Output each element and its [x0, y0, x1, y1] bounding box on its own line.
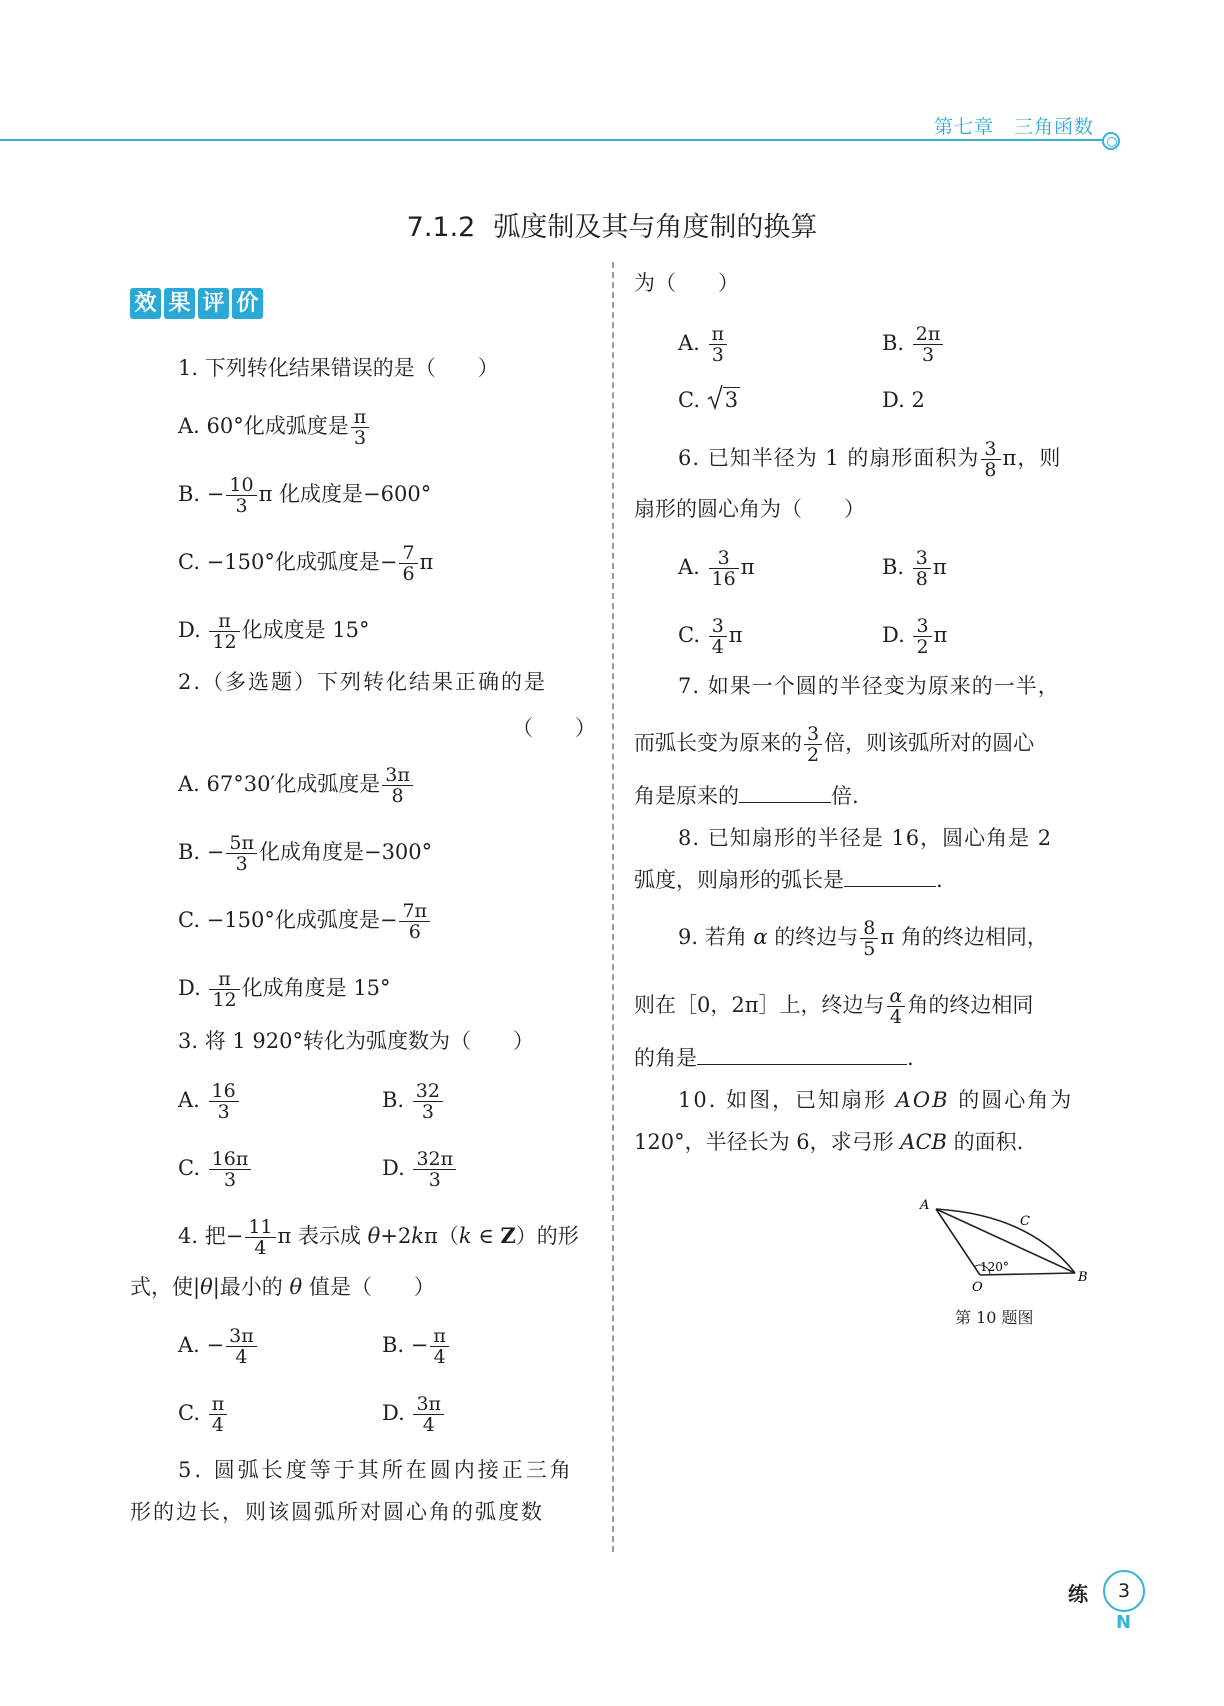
header-rule	[0, 139, 1112, 141]
question-3-option-a: A. $\frac{16}{3}$	[178, 1081, 241, 1122]
question-4-option-c: C. $\frac{\pi}{4}$	[178, 1394, 229, 1435]
question-3-option-d: D. $\frac{32\pi}{3}$	[382, 1149, 458, 1190]
question-5-stem-end: 为（ ）	[634, 271, 739, 295]
answer-blank[interactable]	[697, 1044, 907, 1065]
question-1-option-c: C. −150°化成弧度是− $\frac{7}{6}$ π	[178, 542, 434, 585]
badge-char: 果	[164, 288, 195, 319]
publisher-logo-icon: N	[1116, 1612, 1132, 1633]
label-b: B	[1078, 1270, 1088, 1285]
question-5-option-d: D. 2	[882, 388, 925, 412]
question-9-stem-cont: 则在［0，2π］上，终边与 $\frac{\alpha}{4}$ 角的终边相同	[634, 985, 1034, 1028]
footer-label: 练	[1068, 1582, 1088, 1606]
question-1-option-a: A. 60°化成弧度是 $\frac{\pi}{3}$	[178, 407, 371, 448]
header-ornament-icon	[1102, 132, 1120, 150]
question-5-option-a: A. $\frac{\pi}{3}$	[678, 324, 729, 365]
question-2-stem: 2.（多选题）下列转化结果正确的是	[178, 670, 548, 694]
question-1-option-b: B. − $\frac{10}{3}$ π 化成度是−600°	[178, 474, 432, 517]
question-6-stem-cont: 扇形的圆心角为（ ）	[634, 497, 865, 521]
badge-char: 评	[198, 288, 229, 319]
column-divider	[612, 262, 614, 1552]
question-10-stem: 10. 如图，已知扇形 AOB 的圆心角为	[678, 1088, 1074, 1112]
question-5-stem: 5. 圆弧长度等于其所在圆内接正三角	[178, 1458, 574, 1482]
question-1-option-d: D. $\frac{\pi}{12}$ 化成度是 15°	[178, 610, 370, 653]
chapter-header: 第七章 三角函数	[933, 116, 1094, 138]
question-7-stem-cont: 而弧长变为原来的 $\frac{3}{2}$ 倍，则该弧所对的圆心	[634, 723, 1035, 766]
question-7-stem: 7. 如果一个圆的半径变为原来的一半，	[678, 674, 1060, 698]
question-9-stem: 9. 若角 α 的终边与 $\frac{8}{5}$ π 角的终边相同，	[678, 917, 1048, 960]
answer-blank[interactable]	[844, 866, 936, 887]
question-2-option-a: A. 67°30′化成弧度是 $\frac{3\pi}{8}$	[178, 765, 415, 806]
label-o: O	[972, 1280, 983, 1295]
question-2-option-d: D. $\frac{\pi}{12}$ 化成角度是 15°	[178, 968, 391, 1011]
question-3-option-b: B. $\frac{32}{3}$	[382, 1081, 445, 1122]
question-3-option-c: C. $\frac{16\pi}{3}$	[178, 1149, 253, 1190]
question-4-stem: 4. 把− $\frac{11}{4}$ π 表示成 θ+2kπ（k ∈ Z）的形	[178, 1216, 579, 1259]
question-9-stem-end: 的角是 .	[634, 1046, 914, 1070]
question-7-stem-end: 角是原来的 倍.	[634, 784, 859, 808]
figure-caption: 第 10 题图	[955, 1308, 1034, 1327]
question-6-stem: 6. 已知半径为 1 的扇形面积为 $\frac{3}{8}$ π，则	[678, 438, 1062, 481]
question-2-answer-paren: （ ）	[512, 716, 596, 740]
question-4-option-a: A. − $\frac{3\pi}{4}$	[178, 1326, 259, 1367]
badge-char: 效	[130, 288, 161, 319]
section-title: 7.1.2 弧度制及其与角度制的换算	[406, 212, 818, 243]
question-2-option-b: B. − $\frac{5\pi}{3}$ 化成角度是−300°	[178, 832, 433, 875]
question-10-stem-cont: 120°，半径长为 6，求弓形 ACB 的面积.	[634, 1130, 1024, 1154]
label-a: A	[920, 1198, 930, 1213]
badge-char: 价	[232, 288, 263, 319]
label-c: C	[1020, 1214, 1030, 1229]
sector-diagram	[910, 1195, 1090, 1295]
question-5-option-b: B. $\frac{2\pi}{3}$	[882, 324, 945, 365]
question-8-stem: 8. 已知扇形的半径是 16，圆心角是 2	[678, 826, 1053, 850]
answer-blank[interactable]	[739, 782, 831, 803]
question-5-stem-cont: 形的边长，则该圆弧所对圆心角的弧度数	[130, 1500, 544, 1524]
question-8-stem-cont: 弧度，则扇形的弧长是 .	[634, 868, 943, 892]
question-3-stem: 3. 将 1 920°转化为弧度数为（ ）	[178, 1029, 535, 1053]
question-5-option-c: C. 3	[678, 386, 740, 414]
question-6-option-b: B. $\frac{3}{8}$ π	[882, 547, 947, 590]
question-2-option-c: C. −150°化成弧度是− $\frac{7\pi}{6}$	[178, 901, 432, 942]
question-4-option-b: B. − $\frac{\pi}{4}$	[382, 1326, 451, 1367]
question-1-stem: 1. 下列转化结果错误的是（ ）	[178, 356, 499, 380]
question-6-option-d: D. $\frac{3}{2}$ π	[882, 615, 948, 658]
question-6-option-c: C. $\frac{3}{4}$ π	[678, 615, 743, 658]
question-4-option-d: D. $\frac{3\pi}{4}$	[382, 1394, 446, 1435]
section-badge	[130, 288, 263, 319]
page-number: 3	[1103, 1570, 1145, 1612]
question-4-stem-cont: 式，使|θ|最小的 θ 值是（ ）	[130, 1275, 435, 1299]
question-6-option-a: A. $\frac{3}{16}$ π	[678, 547, 755, 590]
angle-label: 120°	[980, 1260, 1009, 1274]
